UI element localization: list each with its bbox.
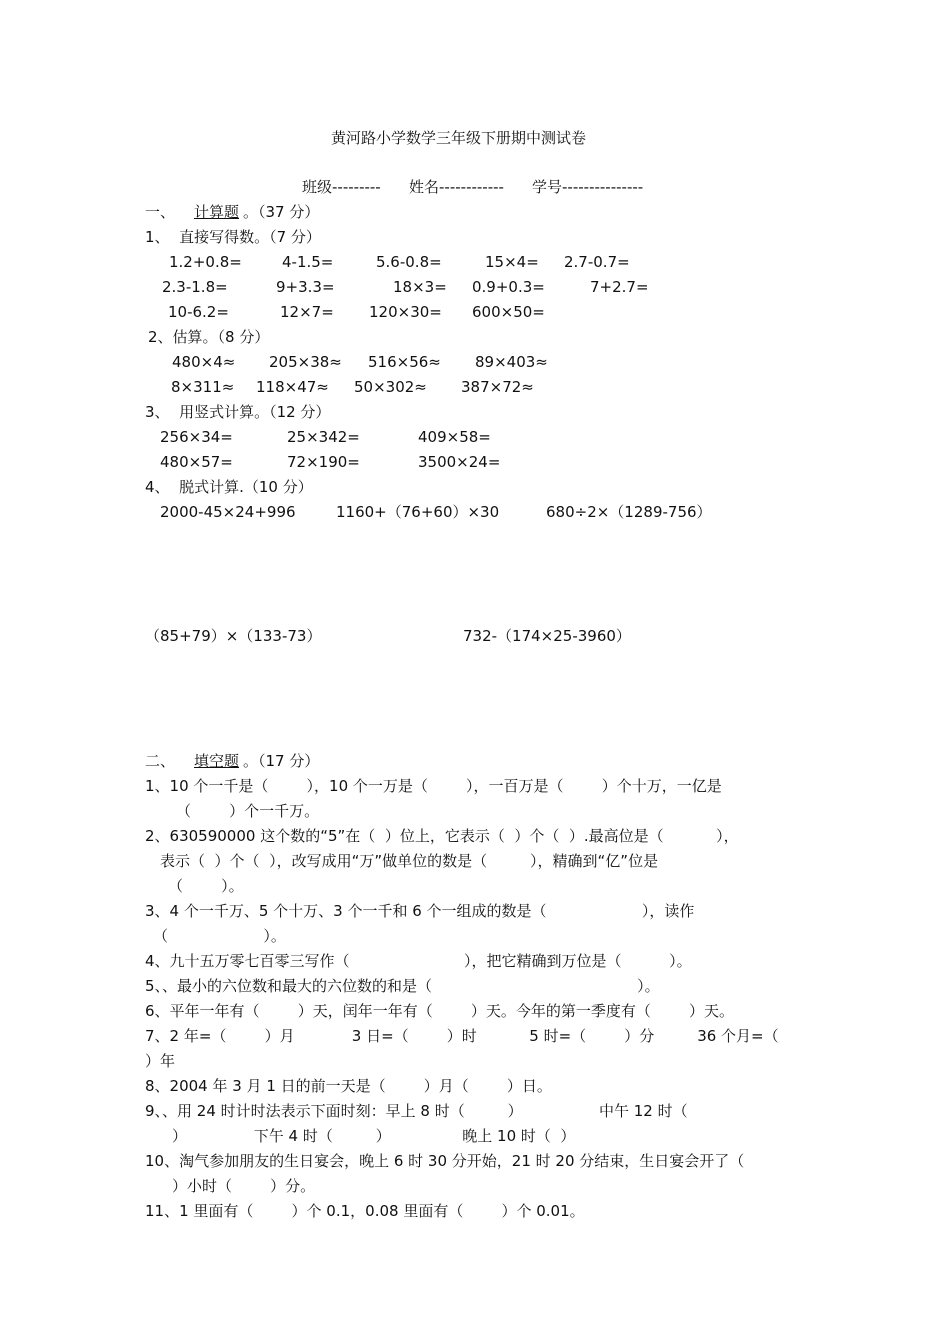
vertical-calc-item: 409×58= — [418, 428, 491, 446]
estimate-item: 516×56≈ — [368, 353, 441, 371]
section-2-name: 填空题 — [194, 752, 240, 770]
fill-blank-line: ）年 — [145, 1052, 176, 1070]
fill-blank-line: 5、、最小的六位数和最大的六位数的和是（ ）。 — [145, 977, 660, 995]
calc-item: 120×30= — [369, 303, 442, 321]
fill-blank-line: 7、2 年=（ ）月 3 日=（ ）时 5 时=（ ）分 36 个月=（ — [145, 1027, 779, 1045]
fill-blank-line: ）小时（ ）分。 — [172, 1177, 316, 1195]
stepwise-calc-item: 2000-45×24+996 — [160, 503, 296, 521]
estimate-item: 50×302≈ — [354, 378, 427, 396]
calc-item: 4-1.5= — [282, 253, 334, 271]
name-field-label: 姓名------------ — [409, 178, 504, 196]
calc-item: 15×4= — [485, 253, 539, 271]
calc-item: 1.2+0.8= — [169, 253, 242, 271]
section-1-number: 一、 — [145, 203, 176, 221]
fill-blank-line: 8、2004 年 3 月 1 日的前一天是（ ）月（ ）日。 — [145, 1077, 552, 1095]
fill-blank-line: 2、630590000 这个数的“5”在（ ）位上，它表示（ ）个（ ）.最高位是（ ）， — [145, 827, 739, 845]
vertical-calc-item: 256×34= — [160, 428, 233, 446]
vertical-calc-item: 25×342= — [287, 428, 360, 446]
fill-blank-line: （ ）。 — [153, 927, 286, 945]
stepwise-calc-item: 732-（174×25-3960） — [463, 627, 631, 645]
question-2-title: 2、估算。（8 分） — [148, 328, 270, 346]
estimate-item: 89×403≈ — [475, 353, 548, 371]
question-4-title: 4、 脱式计算.（10 分） — [145, 478, 313, 496]
estimate-item: 480×4≈ — [172, 353, 236, 371]
calc-item: 2.3-1.8= — [162, 278, 228, 296]
estimate-item: 205×38≈ — [269, 353, 342, 371]
vertical-calc-item: 72×190= — [287, 453, 360, 471]
calc-item: 5.6-0.8= — [376, 253, 442, 271]
section-2-number: 二、 — [145, 752, 176, 770]
estimate-item: 8×311≈ — [171, 378, 235, 396]
fill-blank-line: （ ）。 — [168, 877, 244, 895]
class-field-label: 班级--------- — [302, 178, 381, 196]
fill-blank-line: 4、九十五万零七百零三写作（ ），把它精确到万位是（ ）。 — [145, 952, 692, 970]
calc-item: 10-6.2= — [168, 303, 229, 321]
estimate-item: 387×72≈ — [461, 378, 534, 396]
stepwise-calc-item: （85+79）×（133-73） — [145, 627, 322, 645]
calc-item: 600×50= — [472, 303, 545, 321]
fill-blank-line: 3、4 个一千万、5 个十万、3 个一千和 6 个一组成的数是（ ），读作 — [145, 902, 695, 920]
section-1-score: 。（37 分） — [243, 203, 320, 221]
student-id-field-label: 学号--------------- — [532, 178, 644, 196]
estimate-item: 118×47≈ — [256, 378, 329, 396]
fill-blank-line: 10、淘气参加朋友的生日宴会，晚上 6 时 30 分开始，21 时 20 分结束，生日宴会开了（ — [145, 1152, 745, 1170]
calc-item: 7+2.7= — [590, 278, 649, 296]
fill-blank-line: 表示（ ）个（ ），改写成用“万”做单位的数是（ ），精确到“亿”位是 — [160, 852, 659, 870]
vertical-calc-item: 3500×24= — [418, 453, 501, 471]
section-1-name: 计算题 — [194, 203, 240, 221]
vertical-calc-item: 480×57= — [160, 453, 233, 471]
calc-item: 0.9+0.3= — [472, 278, 545, 296]
section-2-score: 。（17 分） — [243, 752, 320, 770]
fill-blank-line: 11、1 里面有（ ）个 0.1，0.08 里面有（ ）个 0.01。 — [145, 1202, 585, 1220]
stepwise-calc-item: 680÷2×（1289-756） — [546, 503, 712, 521]
calc-item: 12×7= — [280, 303, 334, 321]
fill-blank-line: （ ）个一千万。 — [176, 802, 320, 820]
calc-item: 9+3.3= — [276, 278, 335, 296]
fill-blank-line: 6、平年一年有（ ）天，闰年一年有（ ）天。今年的第一季度有（ ）天。 — [145, 1002, 734, 1020]
page-title: 黄河路小学数学三年级下册期中测试卷 — [331, 129, 587, 147]
fill-blank-line: ） 下午 4 时（ ） 晚上 10 时（ ） — [172, 1127, 576, 1145]
stepwise-calc-item: 1160+（76+60）×30 — [336, 503, 500, 521]
question-3-title: 3、 用竖式计算。（12 分） — [145, 403, 331, 421]
fill-blank-line: 9、、用 24 时计时法表示下面时刻：早上 8 时（ ） 中午 12 时（ — [145, 1102, 688, 1120]
calc-item: 2.7-0.7= — [564, 253, 630, 271]
question-1-title: 1、 直接写得数。（7 分） — [145, 228, 321, 246]
fill-blank-line: 1、10 个一千是（ ），10 个一万是（ ），一百万是（ ）个十万，一亿是 — [145, 777, 722, 795]
calc-item: 18×3= — [393, 278, 447, 296]
